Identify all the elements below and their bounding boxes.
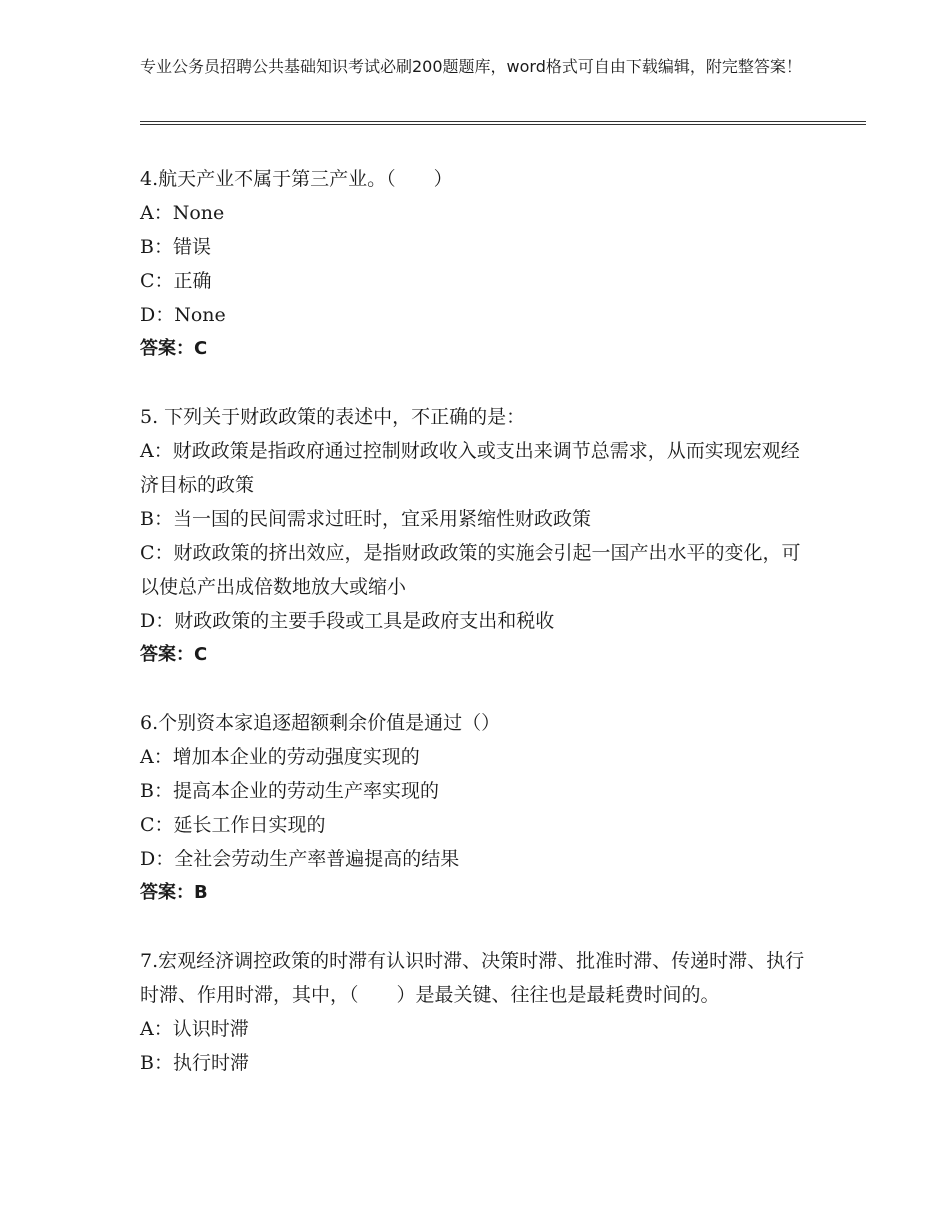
header-text: 专业公务员招聘公共基础知识考试必刷200题题库，word格式可自由下载编辑，附完整答案！	[140, 57, 802, 76]
option-d: D：全社会劳动生产率普遍提高的结果	[140, 848, 460, 870]
question-stem: 5. 下列关于财政政策的表述中，不正确的是：	[140, 406, 526, 428]
option-b: B：提高本企业的劳动生产率实现的	[140, 780, 439, 802]
question-list	[140, 162, 810, 1080]
option-c: C：延长工作日实现的	[140, 814, 326, 836]
header-divider-bottom	[140, 124, 866, 125]
question-7	[140, 944, 810, 1080]
option-a: A：财政政策是指政府通过控制财政收入或支出来调节总需求，从而实现宏观经济目标的政策	[140, 440, 800, 496]
question-stem: 4.航天产业不属于第三产业。（ ）	[140, 168, 453, 190]
question-6	[140, 706, 810, 910]
option-d: D：财政政策的主要手段或工具是政府支出和税收	[140, 610, 555, 632]
option-c: C：正确	[140, 270, 212, 292]
answer-line: 答案：B	[140, 882, 208, 903]
answer-line: 答案：C	[140, 338, 208, 359]
option-a: A：认识时滞	[140, 1018, 249, 1040]
option-b: B：错误	[140, 236, 211, 258]
option-d: D：None	[140, 304, 226, 326]
option-c: C：财政政策的挤出效应，是指财政政策的实施会引起一国产出水平的变化，可以使总产出成倍数地放大或缩小	[140, 542, 801, 598]
question-stem: 6.个别资本家追逐超额剩余价值是通过（）	[140, 712, 501, 734]
option-a: A：None	[140, 202, 225, 224]
header-divider-top	[140, 121, 866, 122]
answer-line: 答案：C	[140, 644, 208, 665]
option-b: B：执行时滞	[140, 1052, 249, 1074]
option-b: B：当一国的民间需求过旺时，宜采用紧缩性财政政策	[140, 508, 591, 530]
question-4	[140, 162, 810, 366]
document-header	[140, 56, 840, 78]
question-stem: 7.宏观经济调控政策的时滞有认识时滞、决策时滞、批准时滞、传递时滞、执行时滞、作用时滞，其中，（ ）是最关键、往往也是最耗费时间的。	[140, 950, 805, 1006]
option-a: A：增加本企业的劳动强度实现的	[140, 746, 420, 768]
question-5	[140, 400, 810, 672]
